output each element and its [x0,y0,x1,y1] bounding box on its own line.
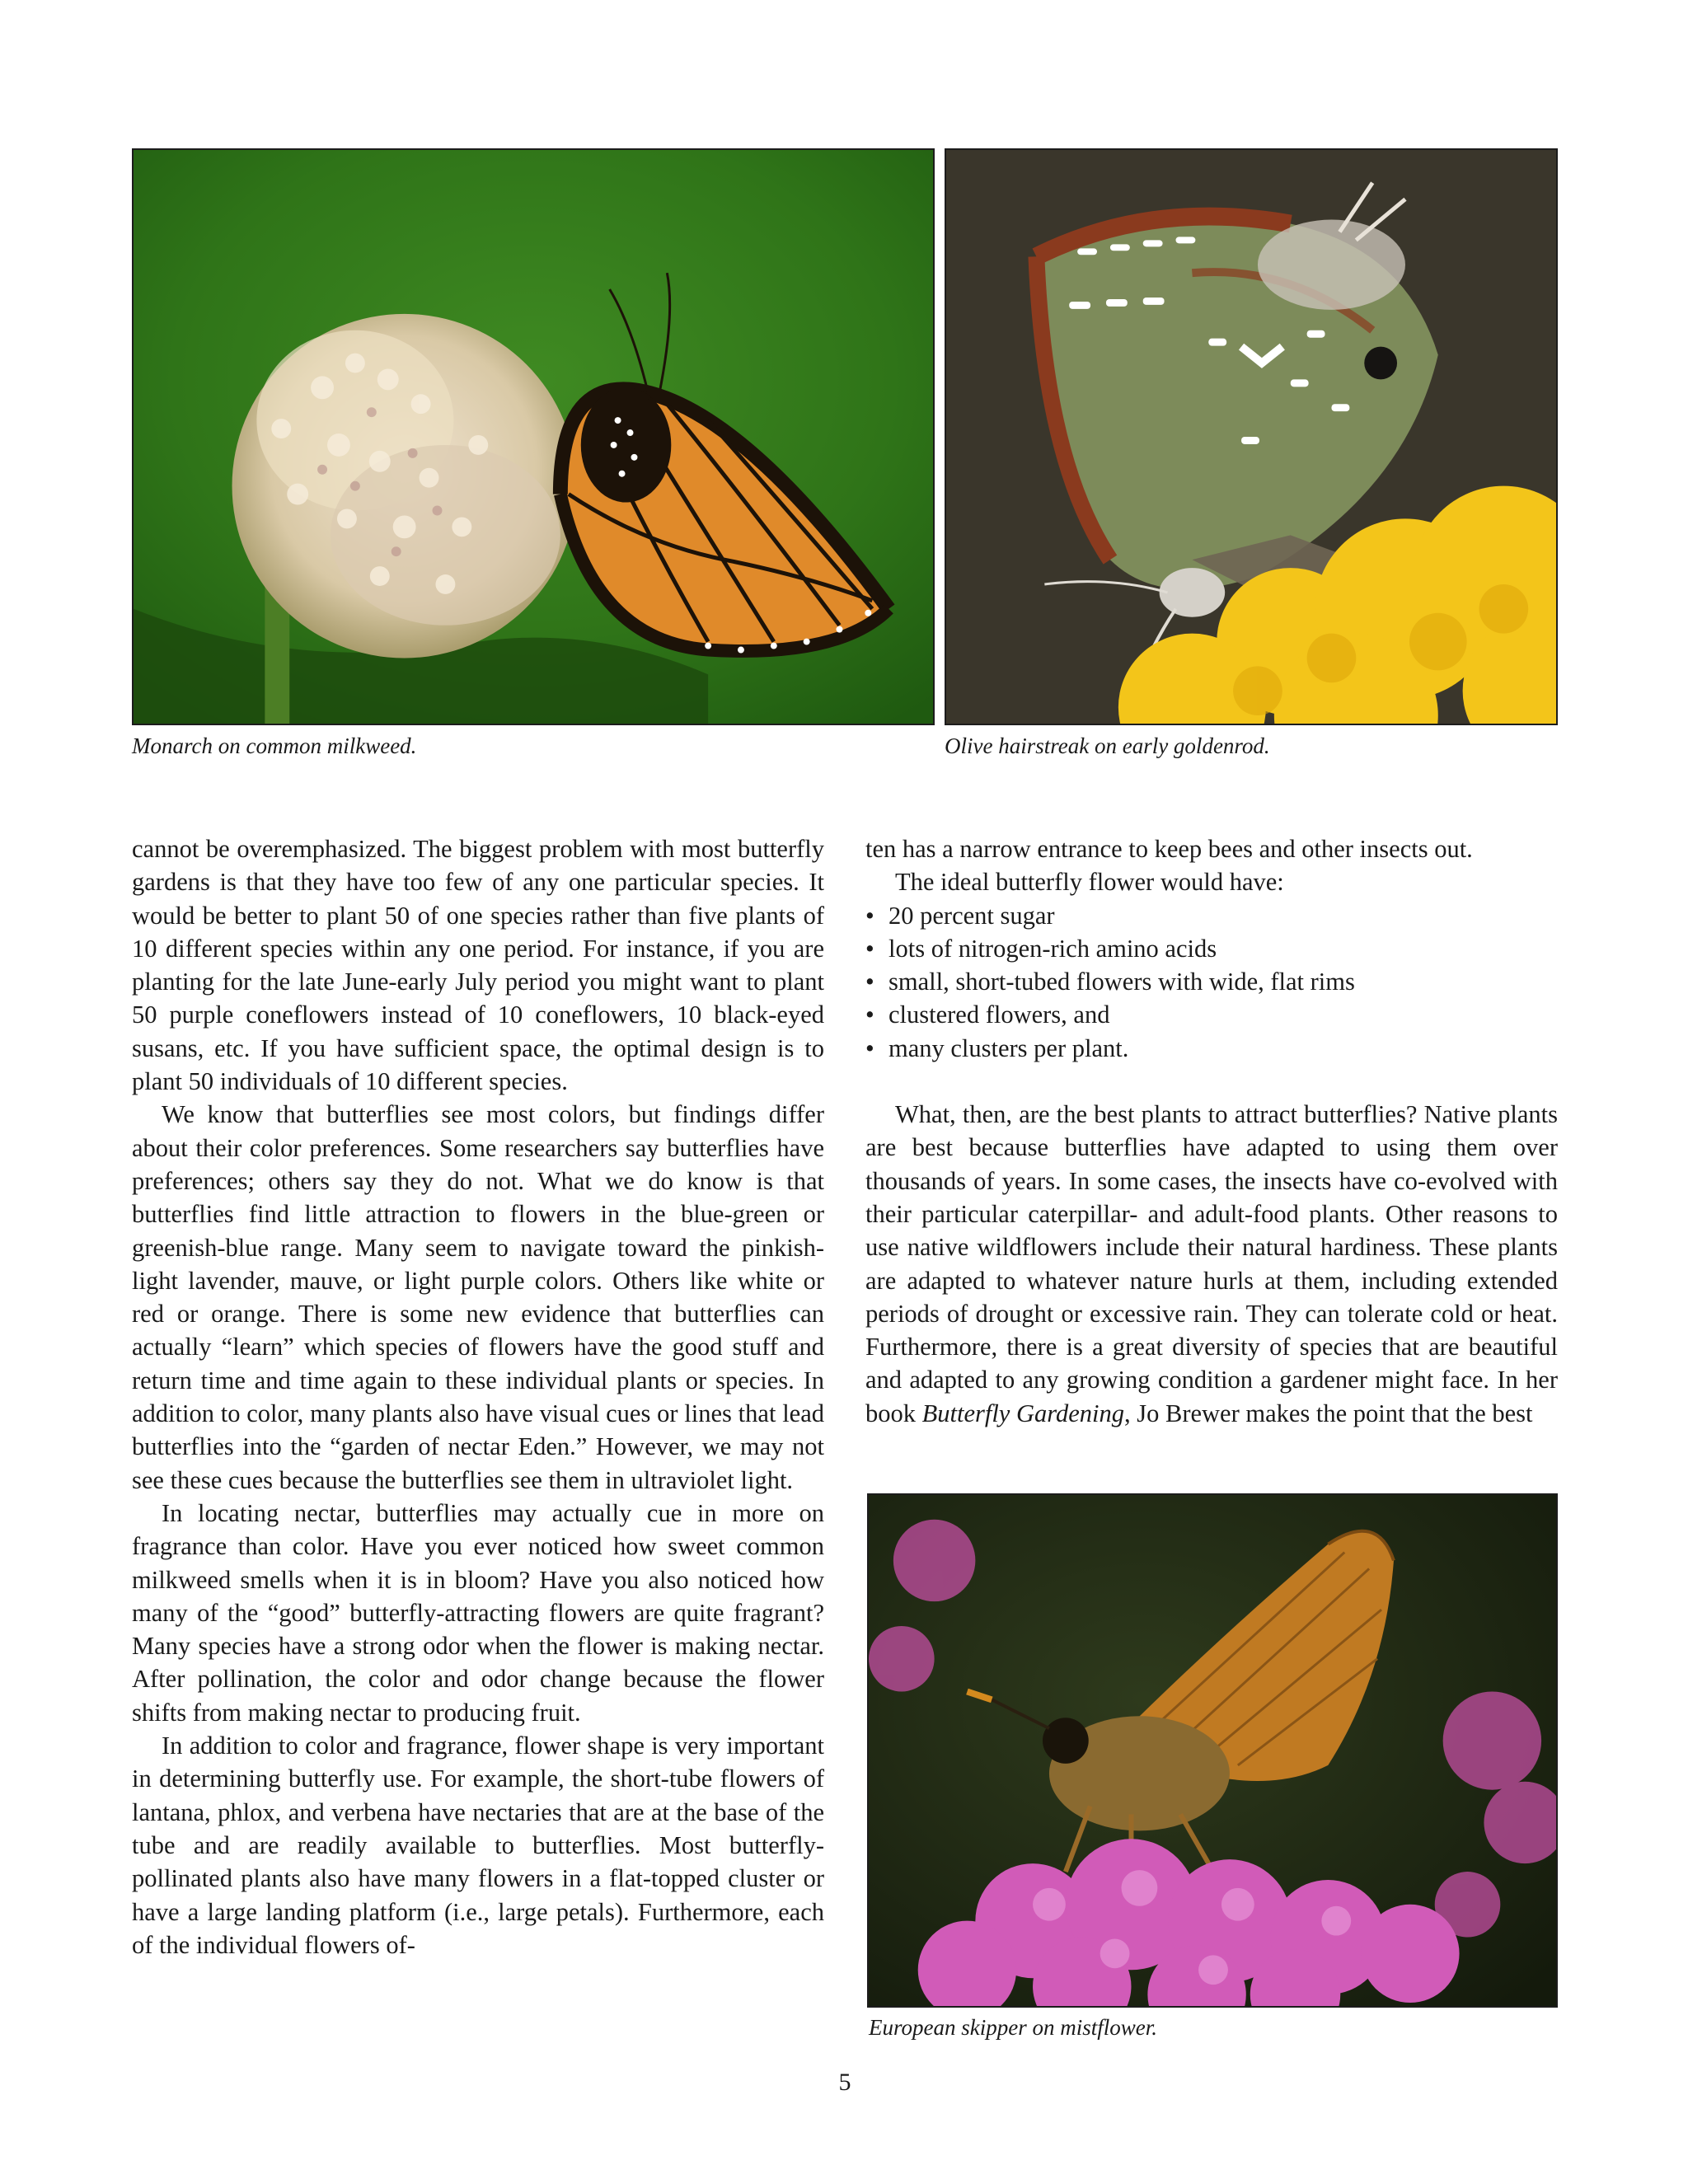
left-paragraph-4: In addition to color and fragrance, flower shape is very important in determining butterfly use. For example, the short-tube flowers of lantana, phlox, and verbena have nectaries that are at the base of the tube and are readily available to butterflies. Most butterfly-pollinated plants also have many flowers in a flat-topped cluster or have a large landing platform (i.e., large petals). Furthermore, each of the individual flowers of- [132,1732,824,1959]
monarch-caption: Monarch on common milkweed. [132,733,417,758]
monarch-milkweed-image [134,150,933,724]
left-paragraph-2: We know that butterflies see most colors, but findings differ about their color preferences. Some researchers say butterflies have preferences; others say they do not. What we do know is that butterflies find little attraction to flowers in the blue-green or greenish-blue range. Many seem to navigate toward the pinkish-light lavender, mauve, or light purple colors. Others like white or red or orange. There is some new evidence that butterflies can actually “learn” which species of flowers have the good stuff and return time and time again to these individual plants or species. In addition to color, many plants also have visual cues or lines that lead butterflies into the “garden of nectar Eden.” However, we may not see these cues because the butterflies see them in ultraviolet light. [132,1100,824,1494]
right-paragraph-3: What, then, are the best plants to attract butterflies? Native plants are best because butterflies have adapted to using them over thousands of years. In some cases, the insects have co-evolved with their particular caterpillar- and adult-food plants. Other reasons to use native wildflowers include their natural hardiness. These plants are adapted to whatever nature hurls at them, including extended periods of drought or excessive rain. They can tolerate cold or heat. Furthermore, there is a great diversity of species that are beautiful and adapted to any growing condition a gardener might face. In her book Butterfly Gardening, Jo Brewer makes the point that the best [865,1100,1558,1427]
skipper-mistflower-image [869,1495,1556,2006]
right-paragraph-2: The ideal butterfly flower would have: [895,868,1284,897]
list-item: • clustered flowers, and [865,998,1558,1031]
list-item: • many clusters per plant. [865,1032,1558,1065]
list-item: • small, short-tubed flowers with wide, flat rims [865,965,1558,998]
left-paragraph-3: In locating nectar, butterflies may actually cue in more on fragrance than color. Have you ever noticed how sweet common milkweed smells when it is in bloom? Have you also noticed how many of the “good” butterfly-attracting flowers are quite fragrant? Many species have a strong odor when the flower is making nectar. After pollination, the color and odor change because the flower shifts from making nectar to producing fruit. [132,1498,824,1727]
right-paragraph-1: ten has a narrow entrance to keep bees and other insects out. [865,835,1473,863]
bullet-icon: • [865,934,874,963]
skipper-caption: European skipper on mistflower. [869,2015,1157,2040]
hairstreak-photo [945,148,1558,725]
left-text-column [132,832,824,1961]
monarch-photo [132,148,935,725]
list-item: • lots of nitrogen-rich amino acids [865,932,1558,965]
bullet-icon: • [865,1033,874,1062]
left-paragraph-1: cannot be overemphasized. The biggest problem with most butterfly gardens is that they have too few of any one particular species. It would be better to plant 50 of one species rather than five plants of 10 different species within any one period. For instance, if you are planting for the late June-early July period you might want to plant 50 purple coneflowers instead of 10 coneflowers, 10 black-eyed susans, etc. If you have sufficient space, the optimal design is to plant 50 individuals of 10 different species. [132,835,824,1096]
list-item: • 20 percent sugar [865,899,1558,932]
bullet-icon: • [865,968,874,996]
bullet-icon: • [865,1001,874,1029]
skipper-photo [867,1493,1558,2008]
page-number: 5 [838,2069,851,2096]
ideal-flower-list [865,899,1558,1065]
right-text-column [865,832,1558,1430]
hairstreak-goldenrod-image [946,150,1556,724]
book-title: Butterfly Gardening [921,1399,1124,1427]
hairstreak-caption: Olive hairstreak on early goldenrod. [945,733,1270,758]
bullet-icon: • [865,901,874,930]
